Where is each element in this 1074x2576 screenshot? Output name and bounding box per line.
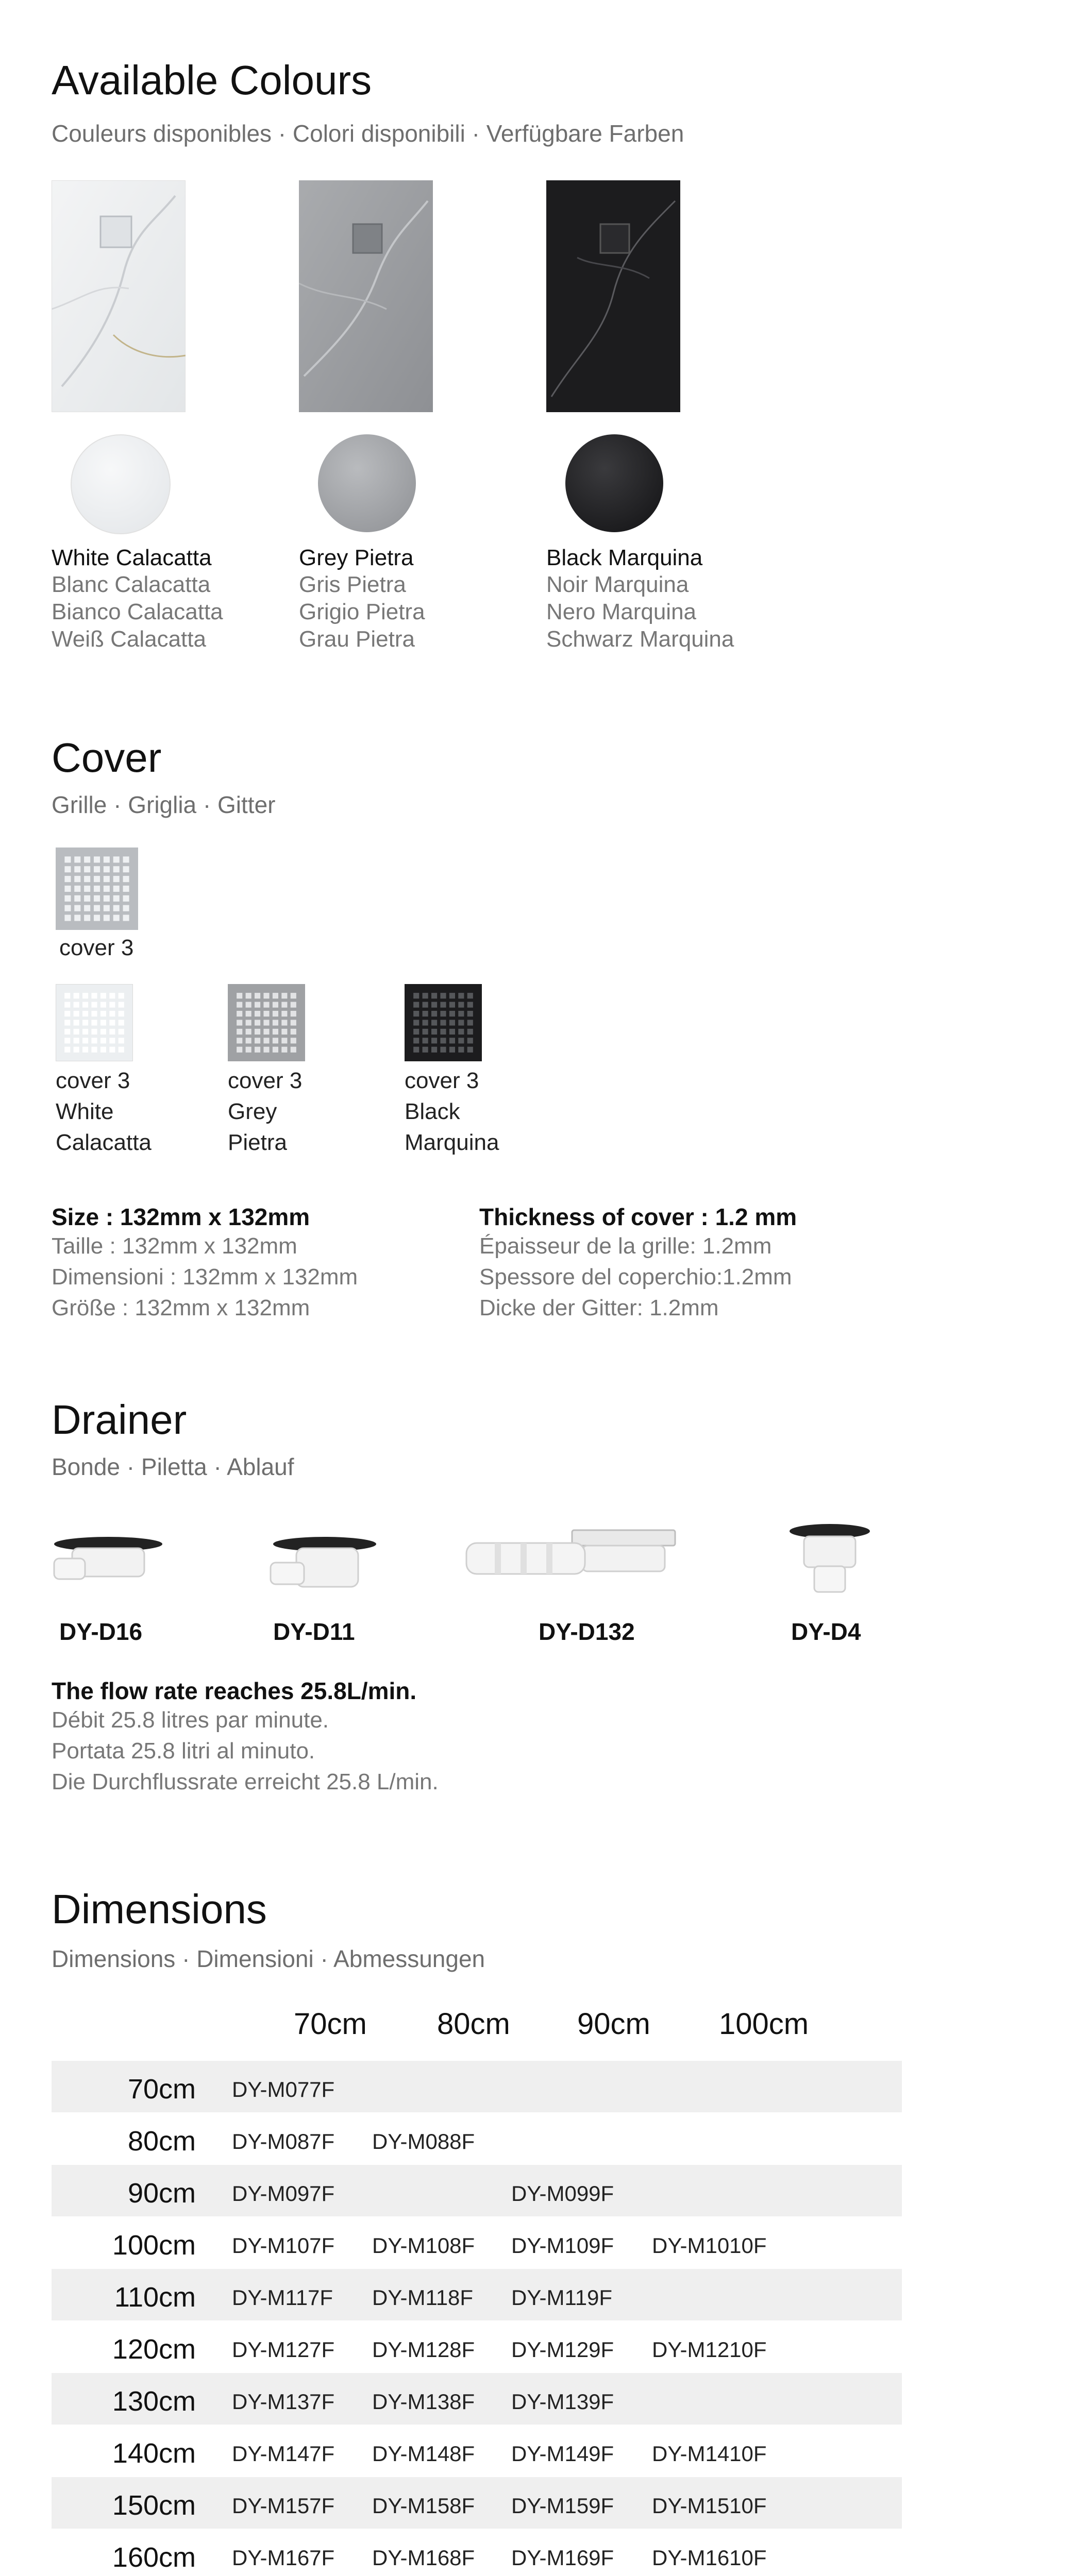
table-cell: DY-M147F [232,2442,335,2466]
black-marquina-swatch [565,434,663,532]
table-row [52,2165,902,2216]
table-cell: DY-M099F [511,2181,614,2206]
table-row [52,2113,902,2164]
cover-grille-image [56,848,138,930]
dim-col-80: 80cm [437,2007,510,2041]
table-cell: DY-M138F [372,2389,475,2414]
colours-title: Available Colours [52,57,372,103]
table-cell: DY-M107F [232,2233,335,2258]
drainer-dy-d16-image [52,1533,165,1595]
table-cell: DY-M157F [232,2494,335,2518]
table-row-label: 140cm [112,2438,196,2469]
grey-pietra-swatch [318,434,416,532]
table-cell: DY-M117F [232,2285,333,2310]
drainer-label-dy-d16: DY-D16 [59,1618,143,1645]
table-row-label: 80cm [127,2126,196,2157]
table-row [52,2477,902,2529]
cover-grey-pietra-image [228,984,305,1061]
table-cell: DY-M118F [372,2285,474,2310]
drainer-dy-d11-image [268,1533,381,1600]
table-row [52,2269,902,2320]
drainer-label-dy-d4: DY-D4 [791,1618,861,1645]
drainer-dy-d4-image [786,1520,874,1597]
cover-title: Cover [52,735,162,781]
cover-white-calacatta-image [56,984,133,1061]
table-cell: DY-M149F [511,2442,614,2466]
table-cell: DY-M1410F [652,2442,767,2466]
table-cell: DY-M169F [511,2546,614,2570]
cover-subtitle: Grille · Griglia · Gitter [52,791,276,818]
table-cell: DY-M1510F [652,2494,767,2518]
table-cell: DY-M127F [232,2337,335,2362]
cover-variant-grey: cover 3 Grey Pietra [228,1068,303,1155]
grey-pietra-tray-image [299,180,433,412]
table-row-label: 110cm [114,2282,196,2313]
drainer-subtitle: Bonde · Piletta · Ablauf [52,1453,294,1480]
table-cell: DY-M088F [372,2129,475,2154]
drainer-title: Drainer [52,1397,187,1443]
drainer-dy-d132-image [464,1522,680,1589]
drainer-label-dy-d11: DY-D11 [273,1618,355,1645]
cover-variant-black: cover 3 Black Marquina [405,1068,499,1155]
table-row-label: 130cm [112,2386,196,2417]
cover-thickness-spec: Thickness of cover : 1.2 mm Épaisseur de la grille: 1.2mm Spessore del coperchio:1.2mm Dicke der Gitter: 1.2mm [479,1204,797,1320]
table-row-label: 150cm [112,2490,196,2521]
cover-size-spec: Size : 132mm x 132mm Taille : 132mm x 132mm Dimensioni : 132mm x 132mm Größe : 132mm x 132mm [52,1204,358,1320]
table-row [52,2425,902,2477]
colour-grey-pietra: Grey Pietra Gris Pietra Grigio Pietra Grau Pietra [299,545,425,652]
table-row-label: 70cm [127,2074,196,2105]
table-cell: DY-M108F [372,2233,475,2258]
table-cell: DY-M137F [232,2389,335,2414]
table-row-label: 100cm [112,2230,196,2261]
white-calacatta-swatch [71,434,171,534]
dimensions-title: Dimensions [52,1886,267,1932]
dimensions-subtitle: Dimensions · Dimensioni · Abmessungen [52,1945,485,1972]
table-row [52,2373,902,2425]
drainer-label-dy-d132: DY-D132 [539,1618,635,1645]
table-row [52,2321,902,2372]
table-cell: DY-M168F [372,2546,475,2570]
table-cell: DY-M158F [372,2494,475,2518]
table-cell: DY-M097F [232,2181,335,2206]
table-cell: DY-M128F [372,2337,475,2362]
table-cell: DY-M1610F [652,2546,767,2570]
table-row-label: 120cm [112,2334,196,2365]
table-cell: DY-M1010F [652,2233,767,2258]
table-row [52,2217,902,2268]
dim-col-100: 100cm [719,2007,809,2041]
white-calacatta-tray-image [52,180,186,412]
table-cell: DY-M139F [511,2389,614,2414]
cover-variant-white: cover 3 White Calacatta [56,1068,152,1155]
table-cell: DY-M159F [511,2494,614,2518]
colour-white-calacatta: White Calacatta Blanc Calacatta Bianco Calacatta Weiß Calacatta [52,545,223,652]
table-row-label: 90cm [127,2178,196,2209]
cover-main-label: cover 3 [59,935,134,960]
table-cell: DY-M129F [511,2337,614,2362]
table-cell: DY-M167F [232,2546,335,2570]
colour-black-marquina: Black Marquina Noir Marquina Nero Marquina Schwarz Marquina [546,545,734,652]
table-cell: DY-M1210F [652,2337,767,2362]
table-cell: DY-M087F [232,2129,335,2154]
dim-col-70: 70cm [294,2007,367,2041]
colours-subtitle: Couleurs disponibles · Colori disponibili · Verfügbare Farben [52,120,684,147]
black-marquina-tray-image [546,180,680,412]
table-cell: DY-M077F [232,2077,335,2102]
table-cell: DY-M109F [511,2233,614,2258]
cover-black-marquina-image [405,984,482,1061]
table-row [52,2061,902,2112]
dim-col-90: 90cm [577,2007,650,2041]
table-cell: DY-M148F [372,2442,475,2466]
table-cell: DY-M119F [511,2285,613,2310]
table-row-label: 160cm [112,2542,196,2573]
drainer-flow-rate: The flow rate reaches 25.8L/min. Débit 25.8 litres par minute. Portata 25.8 litri al minuto. Die Durchflussrate erreicht 25.8 L/min. [52,1677,439,1794]
table-row [52,2529,902,2576]
